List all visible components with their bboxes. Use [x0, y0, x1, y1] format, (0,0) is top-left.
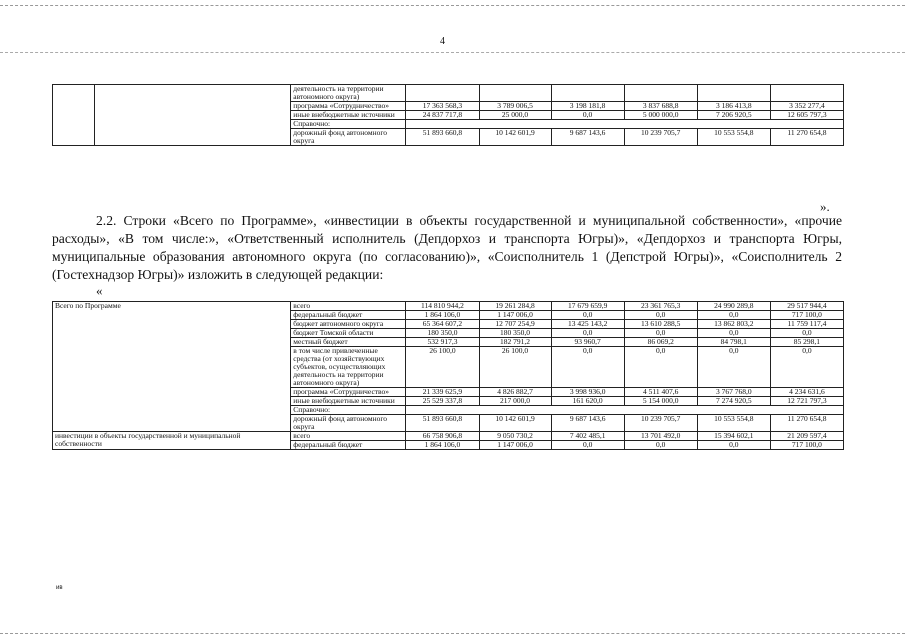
value-cell: 0,0	[697, 441, 770, 450]
value-cell: 26 100,0	[479, 347, 551, 388]
value-cell: 3 998 936,0	[551, 388, 624, 397]
value-cell: 11 270 654,8	[770, 129, 843, 146]
row-label: федеральный бюджет	[291, 311, 406, 320]
table-row	[53, 85, 844, 102]
value-cell: 10 142 601,9	[479, 129, 551, 146]
value-cell: 3 837 688,8	[624, 102, 697, 111]
value-cell: 85 298,1	[770, 338, 843, 347]
value-cell: 0,0	[697, 311, 770, 320]
value-cell: 1 864 106,0	[406, 311, 479, 320]
value-cell: 0,0	[624, 347, 697, 388]
row-label: в том числе привлеченные средства (от хозяйствующих субъектов, осуществляющих деятельность на территории автономного округа)	[291, 347, 406, 388]
value-cell: 65 364 607,2	[406, 320, 479, 329]
value-cell: 11 270 654,8	[770, 415, 843, 432]
value-cell: 4 511 407,6	[624, 388, 697, 397]
value-cell	[697, 85, 770, 102]
value-cell: 13 425 143,2	[551, 320, 624, 329]
value-cell: 51 893 660,8	[406, 415, 479, 432]
row-label: программа «Сотрудничество»	[291, 388, 406, 397]
amendment-paragraph: 2.2. Строки «Всего по Программе», «инвестиции в объекты государственной и муниципальной собственности», «прочие расходы», «В том числе:», «Ответственный исполнитель (Депдорхоз и транспорта Югры)», «Депдорхоз и транспорта Югры, муниципальные образования автономного округа (по согласованию)», «Соисполнитель 1 (Депстрой Югры)», «Соисполнитель 2 (Гостехнадзор Югры)» изложить в следующей редакции:	[52, 213, 842, 282]
value-cell: 0,0	[551, 111, 624, 120]
blank-cell	[53, 85, 95, 146]
program-table	[52, 301, 844, 450]
value-cell: 532 917,3	[406, 338, 479, 347]
value-cell: 4 826 882,7	[479, 388, 551, 397]
value-cell: 0,0	[624, 311, 697, 320]
value-cell: 21 209 597,4	[770, 432, 843, 441]
row-label: всего	[291, 302, 406, 311]
value-cell: 10 142 601,9	[479, 415, 551, 432]
value-cell	[624, 85, 697, 102]
value-cell: 180 350,0	[479, 329, 551, 338]
value-cell: 21 339 625,9	[406, 388, 479, 397]
value-cell: 717 100,0	[770, 311, 843, 320]
value-cell: 7 274 920,5	[697, 397, 770, 406]
value-cell: 12 605 797,3	[770, 111, 843, 120]
value-cell: 13 610 288,5	[624, 320, 697, 329]
value-cell: 12 707 254,9	[479, 320, 551, 329]
value-cell: 1 147 006,0	[479, 311, 551, 320]
value-cell: 7 206 920,5	[697, 111, 770, 120]
value-cell: 11 759 117,4	[770, 320, 843, 329]
value-cell: 9 050 730,2	[479, 432, 551, 441]
value-cell: 23 361 765,3	[624, 302, 697, 311]
value-cell: 51 893 660,8	[406, 129, 479, 146]
row-label: деятельность на территории автономного округа)	[291, 85, 406, 102]
blank-cell	[406, 120, 844, 129]
value-cell: 19 261 284,8	[479, 302, 551, 311]
row-label: иные внебюджетные источники	[291, 111, 406, 120]
value-cell: 24 837 717,8	[406, 111, 479, 120]
group-label: инвестиции в объекты государственной и муниципальной собственности	[53, 432, 291, 450]
row-label: Справочно:	[291, 406, 406, 415]
value-cell: 0,0	[551, 311, 624, 320]
value-cell: 9 687 143,6	[551, 415, 624, 432]
row-label: программа «Сотрудничество»	[291, 102, 406, 111]
row-label: дорожный фонд автономного округа	[291, 129, 406, 146]
value-cell: 24 990 289,8	[697, 302, 770, 311]
value-cell: 0,0	[697, 347, 770, 388]
blank-cell	[95, 85, 291, 146]
value-cell: 3 789 006,5	[479, 102, 551, 111]
row-label: бюджет Томской области	[291, 329, 406, 338]
value-cell: 3 198 181,8	[551, 102, 624, 111]
group-label: Всего по Программе	[53, 302, 291, 432]
row-label: дорожный фонд автономного округа	[291, 415, 406, 432]
value-cell: 3 186 413,8	[697, 102, 770, 111]
value-cell: 0,0	[551, 329, 624, 338]
scan-edge-top	[0, 5, 905, 6]
value-cell: 29 517 944,4	[770, 302, 843, 311]
value-cell: 17 363 568,3	[406, 102, 479, 111]
value-cell: 93 960,7	[551, 338, 624, 347]
value-cell	[406, 85, 479, 102]
continued-table	[52, 84, 844, 146]
scan-edge-bottom	[0, 633, 905, 634]
blank-cell	[406, 406, 844, 415]
value-cell: 17 679 659,9	[551, 302, 624, 311]
value-cell: 10 239 705,7	[624, 129, 697, 146]
closing-quote: ».	[820, 199, 830, 214]
value-cell: 10 553 554,8	[697, 415, 770, 432]
value-cell: 13 701 492,0	[624, 432, 697, 441]
row-label: Справочно:	[291, 120, 406, 129]
value-cell: 0,0	[624, 329, 697, 338]
value-cell: 15 394 602,1	[697, 432, 770, 441]
value-cell: 0,0	[770, 347, 843, 388]
value-cell: 3 767 768,0	[697, 388, 770, 397]
page-number: 4	[440, 36, 445, 47]
value-cell: 9 687 143,6	[551, 129, 624, 146]
header-rule	[0, 52, 905, 53]
value-cell: 217 000,0	[479, 397, 551, 406]
value-cell: 3 352 277,4	[770, 102, 843, 111]
value-cell: 161 620,0	[551, 397, 624, 406]
value-cell: 4 234 631,6	[770, 388, 843, 397]
value-cell: 66 758 906,8	[406, 432, 479, 441]
row-label: иные внебюджетные источники	[291, 397, 406, 406]
value-cell: 1 864 106,0	[406, 441, 479, 450]
value-cell: 0,0	[770, 329, 843, 338]
value-cell: 7 402 485,1	[551, 432, 624, 441]
footer-mark: ив	[56, 585, 63, 591]
value-cell: 180 350,0	[406, 329, 479, 338]
value-cell: 0,0	[551, 347, 624, 388]
value-cell: 25 000,0	[479, 111, 551, 120]
opening-quote: «	[96, 283, 103, 298]
row-label: бюджет автономного округа	[291, 320, 406, 329]
value-cell: 10 239 705,7	[624, 415, 697, 432]
value-cell: 1 147 006,0	[479, 441, 551, 450]
row-label: всего	[291, 432, 406, 441]
value-cell: 12 721 797,3	[770, 397, 843, 406]
value-cell	[479, 85, 551, 102]
value-cell: 26 100,0	[406, 347, 479, 388]
value-cell: 86 069,2	[624, 338, 697, 347]
value-cell	[770, 85, 843, 102]
value-cell: 0,0	[697, 329, 770, 338]
value-cell: 717 100,0	[770, 441, 843, 450]
row-label: федеральный бюджет	[291, 441, 406, 450]
value-cell: 0,0	[624, 441, 697, 450]
value-cell: 5 154 000,0	[624, 397, 697, 406]
value-cell: 114 810 944,2	[406, 302, 479, 311]
value-cell: 13 862 803,2	[697, 320, 770, 329]
value-cell	[551, 85, 624, 102]
value-cell: 182 791,2	[479, 338, 551, 347]
value-cell: 84 798,1	[697, 338, 770, 347]
value-cell: 10 553 554,8	[697, 129, 770, 146]
value-cell: 0,0	[551, 441, 624, 450]
value-cell: 5 000 000,0	[624, 111, 697, 120]
value-cell: 25 529 337,8	[406, 397, 479, 406]
row-label: местный бюджет	[291, 338, 406, 347]
